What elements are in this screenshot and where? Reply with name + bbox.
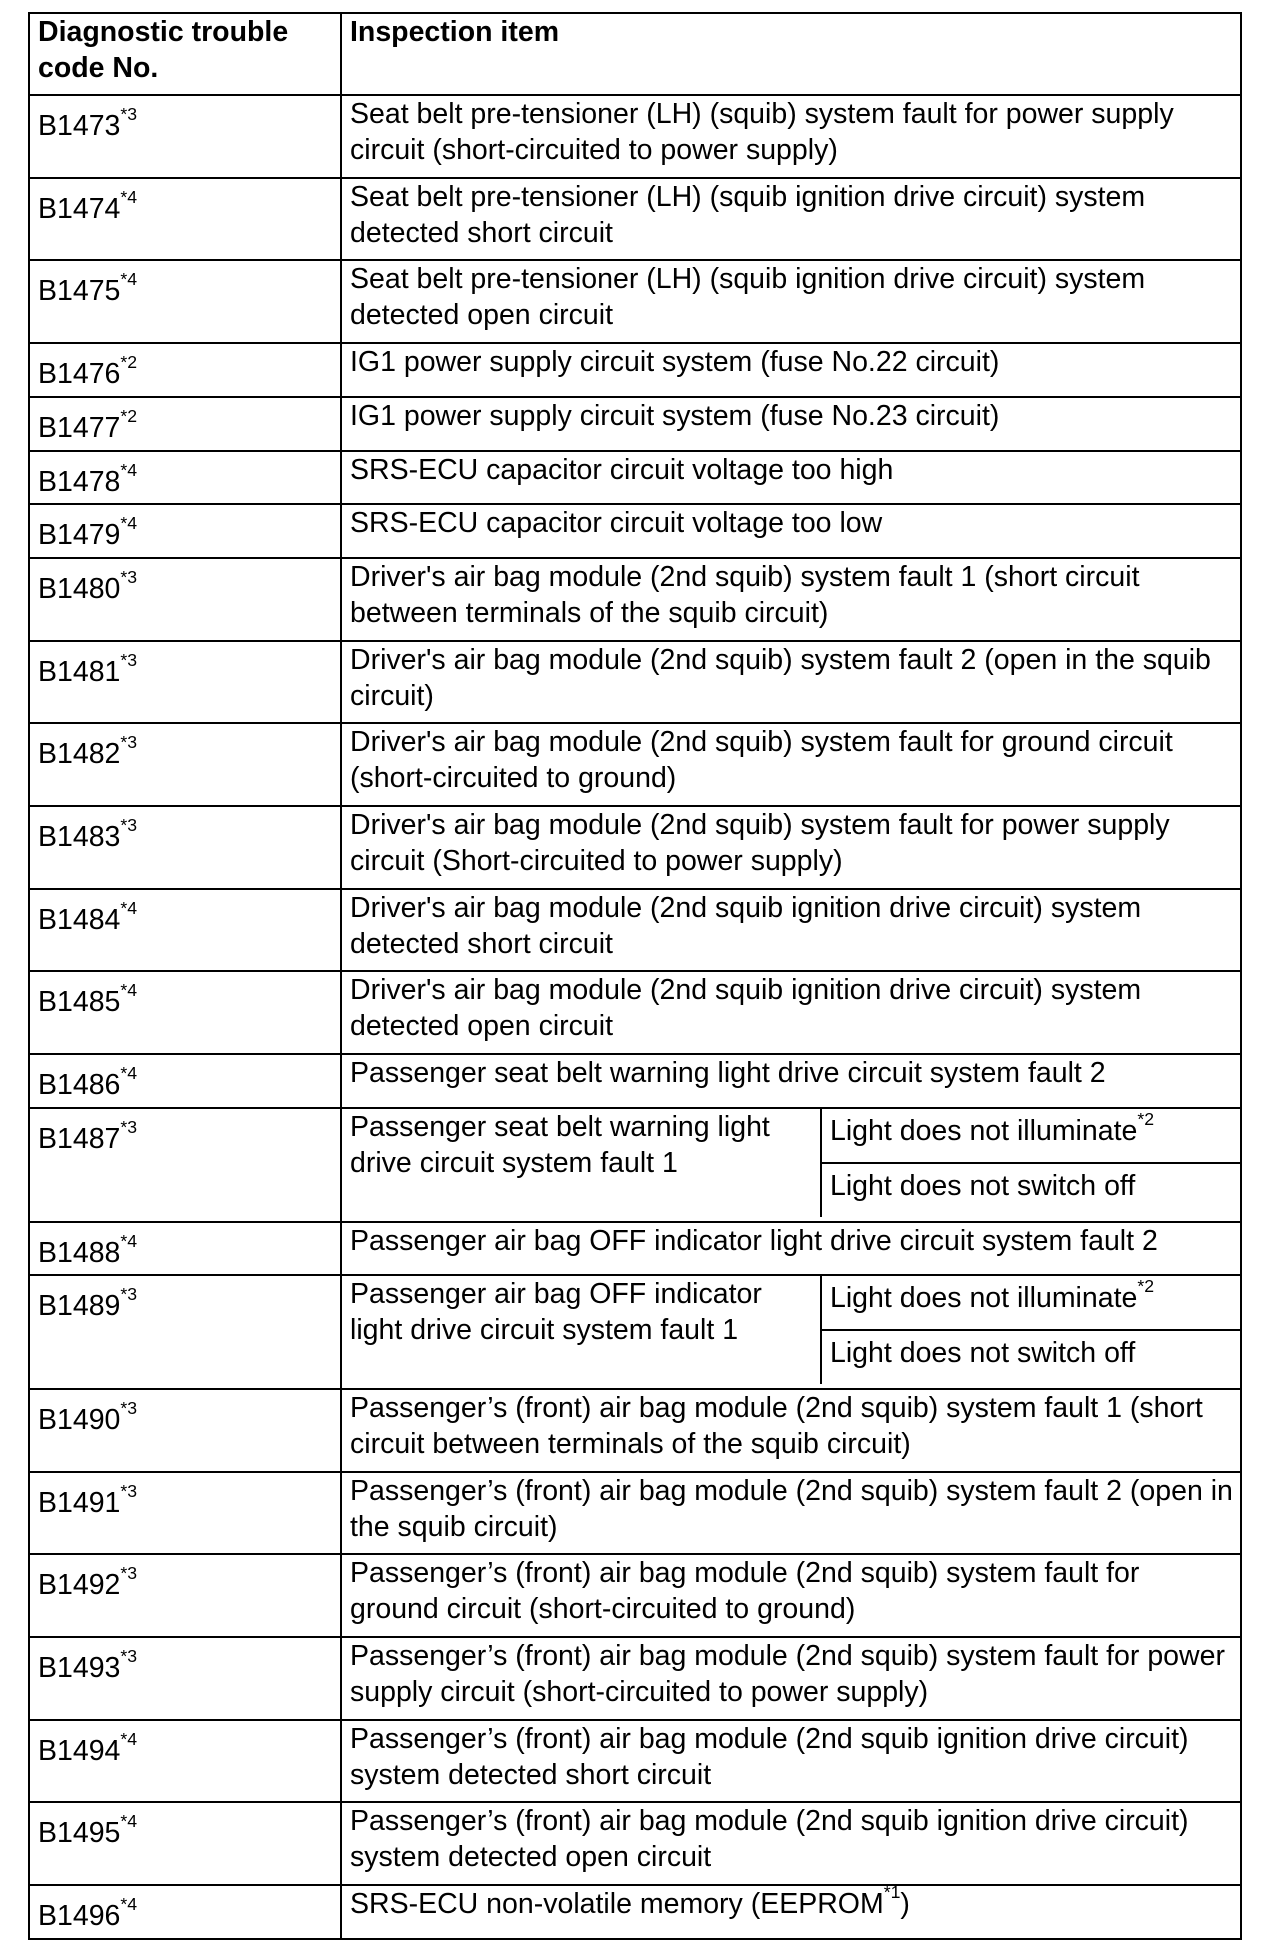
inspection-item: Passenger seat belt warning light drive circuit system fault 1 <box>342 1109 822 1217</box>
inspection-item-cell <box>341 723 1241 806</box>
table-row <box>29 723 1241 806</box>
dtc-code: B1495 <box>38 1817 121 1850</box>
dtc-code-cell <box>29 889 341 972</box>
inspection-item: Driver's air bag module (2nd squib) system fault 2 (open in the squib circuit) <box>350 643 1211 712</box>
header-item: Inspection item <box>341 13 1241 95</box>
dtc-code-footnote: *4 <box>120 980 138 1001</box>
dtc-code-footnote: *3 <box>120 1116 138 1137</box>
table-row <box>29 1472 1241 1555</box>
sub-condition: Light does not switch off <box>822 1162 1240 1217</box>
dtc-code-footnote: *3 <box>120 1480 138 1501</box>
sub-condition-footnote: *2 <box>1137 1108 1155 1129</box>
dtc-code: B1492 <box>38 1569 121 1602</box>
dtc-code: B1474 <box>38 192 121 225</box>
dtc-code-footnote: *4 <box>120 186 138 207</box>
dtc-code-footnote: *3 <box>120 732 138 753</box>
table-row <box>29 1108 1241 1222</box>
dtc-code: B1489 <box>38 1290 121 1323</box>
inspection-item: Passenger’s (front) air bag module (2nd squib ignition drive circuit) system detected short circuit <box>350 1722 1189 1791</box>
inspection-item: Seat belt pre-tensioner (LH) (squib ignition drive circuit) system detected short circuit <box>350 180 1146 249</box>
dtc-code: B1481 <box>38 655 121 688</box>
dtc-code-cell <box>29 397 341 451</box>
dtc-code-cell <box>29 178 341 261</box>
dtc-code-footnote: *4 <box>120 1894 138 1915</box>
dtc-code-cell <box>29 1472 341 1555</box>
dtc-code-cell <box>29 723 341 806</box>
dtc-code: B1478 <box>38 465 121 498</box>
dtc-code: B1496 <box>38 1900 121 1933</box>
inspection-item-cell <box>341 641 1241 724</box>
inspection-item-cell <box>341 1222 1241 1276</box>
inspection-item: Seat belt pre-tensioner (LH) (squib) system fault for power supply circuit (short-circuited to power supply) <box>350 98 1174 166</box>
inspection-item-cell <box>341 1108 1241 1222</box>
dtc-code-footnote: *4 <box>120 1728 138 1749</box>
table-row <box>29 1222 1241 1276</box>
table-row <box>29 806 1241 889</box>
inspection-item-cell <box>341 1637 1241 1720</box>
inspection-item-cell <box>341 260 1241 343</box>
dtc-code: B1473 <box>38 110 121 142</box>
dtc-code-cell <box>29 641 341 724</box>
inspection-item-cell <box>341 1054 1241 1108</box>
table-row <box>29 558 1241 641</box>
inspection-item: SRS-ECU capacitor circuit voltage too low <box>350 507 883 540</box>
dtc-code-footnote: *3 <box>120 103 138 124</box>
dtc-code: B1476 <box>38 358 121 391</box>
dtc-code: B1486 <box>38 1069 121 1102</box>
inspection-item: Passenger’s (front) air bag module (2nd squib) system fault for power supply circuit (short-circuited to power supply) <box>350 1640 1225 1709</box>
dtc-code-footnote: *3 <box>120 649 138 670</box>
sub-condition-footnote: *2 <box>1137 1276 1155 1297</box>
inspection-item: SRS-ECU non-volatile memory (EEPROM <box>350 1888 884 1921</box>
inspection-item-cell <box>341 343 1241 397</box>
inspection-item: Seat belt pre-tensioner (LH) (squib ignition drive circuit) system detected open circuit <box>350 263 1146 332</box>
table-row <box>29 504 1241 558</box>
dtc-code: B1482 <box>38 738 121 771</box>
table-row <box>29 451 1241 505</box>
table-row <box>29 889 1241 972</box>
sub-condition: Light does not illuminate <box>830 1282 1138 1315</box>
dtc-code-cell <box>29 1222 341 1276</box>
dtc-code-footnote: *4 <box>120 513 138 534</box>
table-row <box>29 1637 1241 1720</box>
dtc-code: B1477 <box>38 411 121 444</box>
table-row <box>29 1554 1241 1637</box>
dtc-code-cell <box>29 343 341 397</box>
dtc-code: B1475 <box>38 275 121 308</box>
dtc-code-cell <box>29 1108 341 1222</box>
dtc-table <box>28 12 1242 1940</box>
dtc-code: B1490 <box>38 1403 121 1436</box>
inspection-item: Passenger air bag OFF indicator light drive circuit system fault 2 <box>350 1224 1158 1257</box>
inspection-item: Passenger’s (front) air bag module (2nd squib ignition drive circuit) system detected open circuit <box>350 1805 1189 1874</box>
dtc-code-footnote: *3 <box>120 1397 138 1418</box>
dtc-code-footnote: *4 <box>120 1811 138 1832</box>
table-row <box>29 1885 1241 1939</box>
table-row <box>29 343 1241 397</box>
table-row <box>29 1275 1241 1389</box>
dtc-code: B1480 <box>38 573 121 605</box>
dtc-code-footnote: *4 <box>120 897 138 918</box>
header-code-line1: Diagnostic trouble <box>38 16 289 48</box>
inspection-item-cell <box>341 806 1241 889</box>
inspection-item: SRS-ECU capacitor circuit voltage too high <box>350 453 894 486</box>
inspection-item-cell <box>341 451 1241 505</box>
inspection-item: Driver's air bag module (2nd squib) system fault 1 (short circuit between terminals of the squib circuit) <box>350 561 1140 629</box>
inspection-item: Driver's air bag module (2nd squib ignition drive circuit) system detected open circuit <box>350 974 1142 1043</box>
dtc-code-cell <box>29 1275 341 1389</box>
dtc-code-footnote: *2 <box>120 405 138 426</box>
dtc-body <box>29 95 1241 1939</box>
dtc-code: B1479 <box>38 519 121 552</box>
dtc-code-footnote: *4 <box>120 269 138 290</box>
inspection-item-footnote: *1 <box>883 1882 901 1903</box>
dtc-code-cell <box>29 504 341 558</box>
dtc-code: B1485 <box>38 986 121 1019</box>
inspection-item-cell <box>341 1802 1241 1885</box>
dtc-code: B1484 <box>38 903 121 936</box>
table-row <box>29 260 1241 343</box>
inspection-item-cell <box>341 397 1241 451</box>
inspection-item-cell <box>341 178 1241 261</box>
table-row <box>29 95 1241 178</box>
header-code-line2: code No. <box>38 52 159 84</box>
inspection-item: Passenger’s (front) air bag module (2nd squib) system fault 1 (short circuit between terminals of the squib circuit) <box>350 1391 1203 1460</box>
dtc-code-footnote: *2 <box>120 352 138 373</box>
inspection-item: Driver's air bag module (2nd squib) system fault for power supply circuit (Short-circuited to power supply) <box>350 809 1170 878</box>
header-row <box>29 13 1241 95</box>
dtc-code-footnote: *4 <box>120 459 138 480</box>
sub-condition-cell <box>822 1109 1240 1162</box>
dtc-code-cell <box>29 1885 341 1939</box>
dtc-code-cell <box>29 1554 341 1637</box>
inspection-item: Passenger’s (front) air bag module (2nd squib) system fault for ground circuit (short-circuited to ground) <box>350 1557 1140 1626</box>
inspection-item: Passenger’s (front) air bag module (2nd squib) system fault 2 (open in the squib circuit) <box>350 1474 1233 1543</box>
dtc-code-cell <box>29 1054 341 1108</box>
dtc-code-footnote: *3 <box>120 1646 138 1667</box>
inspection-item-cell <box>341 1554 1241 1637</box>
inspection-item-cell <box>341 95 1241 178</box>
dtc-code: B1487 <box>38 1122 121 1155</box>
dtc-code-footnote: *4 <box>120 1230 138 1251</box>
dtc-code-cell <box>29 451 341 505</box>
dtc-code-cell <box>29 260 341 343</box>
sub-condition: Light does not illuminate <box>830 1114 1138 1147</box>
inspection-item: Passenger air bag OFF indicator light drive circuit system fault 1 <box>342 1276 822 1384</box>
inspection-item: IG1 power supply circuit system (fuse No.23 circuit) <box>350 399 1000 432</box>
inspection-item-cell <box>341 889 1241 972</box>
inspection-item: Passenger seat belt warning light drive circuit system fault 2 <box>350 1057 1106 1090</box>
dtc-code: B1488 <box>38 1236 121 1269</box>
dtc-code-cell <box>29 1637 341 1720</box>
dtc-code-footnote: *3 <box>120 566 138 587</box>
inspection-item-cell <box>341 1720 1241 1803</box>
sub-condition: Light does not switch off <box>822 1329 1240 1384</box>
table-row <box>29 1720 1241 1803</box>
inspection-item-cell <box>341 558 1241 641</box>
inspection-item-tail: ) <box>900 1888 910 1921</box>
dtc-code: B1483 <box>38 821 121 854</box>
dtc-code: B1494 <box>38 1734 121 1767</box>
header-code <box>29 13 341 95</box>
dtc-code-cell <box>29 1802 341 1885</box>
dtc-code-footnote: *3 <box>120 815 138 836</box>
dtc-code-footnote: *4 <box>120 1063 138 1084</box>
dtc-code: B1491 <box>38 1486 121 1519</box>
dtc-code-footnote: *3 <box>120 1284 138 1305</box>
table-row <box>29 1802 1241 1885</box>
inspection-item-cell <box>341 1389 1241 1472</box>
table-row <box>29 1389 1241 1472</box>
sub-condition-cell <box>822 1276 1240 1329</box>
inspection-item-cell <box>341 1472 1241 1555</box>
inspection-item-cell <box>341 971 1241 1054</box>
dtc-code-cell <box>29 558 341 641</box>
dtc-code-cell <box>29 1389 341 1472</box>
dtc-code-cell <box>29 95 341 178</box>
inspection-item: Driver's air bag module (2nd squib ignition drive circuit) system detected short circuit <box>350 891 1142 960</box>
table-row <box>29 641 1241 724</box>
inspection-item: IG1 power supply circuit system (fuse No.22 circuit) <box>350 346 1000 379</box>
table-row <box>29 1054 1241 1108</box>
dtc-code: B1493 <box>38 1652 121 1685</box>
dtc-code-cell <box>29 806 341 889</box>
inspection-item-cell <box>341 1275 1241 1389</box>
table-row <box>29 178 1241 261</box>
dtc-code-cell <box>29 1720 341 1803</box>
dtc-code-cell <box>29 971 341 1054</box>
table-row <box>29 971 1241 1054</box>
inspection-item-cell <box>341 504 1241 558</box>
inspection-item: Driver's air bag module (2nd squib) system fault for ground circuit (short-circuited to ground) <box>350 726 1173 795</box>
dtc-code-footnote: *3 <box>120 1563 138 1584</box>
table-row <box>29 397 1241 451</box>
inspection-item-cell <box>341 1882 1241 1939</box>
